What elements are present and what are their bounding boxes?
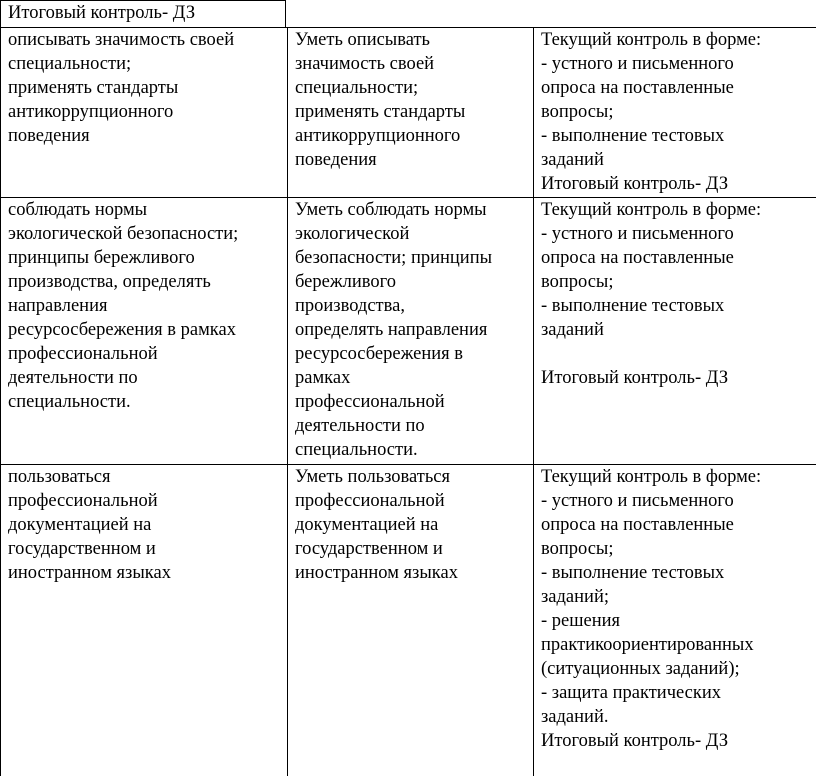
skill-cell [1,198,288,465]
skill-cell [1,28,288,198]
cell-line: пользоваться [8,465,280,489]
skill-cell [1,465,288,776]
cell-line: профессиональной [295,489,526,513]
cell-line: документацией на [295,513,526,537]
cell-line: ресурсосбережения в [295,342,526,366]
table-row [1,28,816,198]
cell-line: бережливого [295,270,526,294]
cell-line: специальности; [8,52,280,76]
cell-line: антикоррупционного [8,100,280,124]
cell-line: опроса на поставленные [541,513,809,537]
cell-line: Текущий контроль в форме: [541,198,809,222]
cell-line: опроса на поставленные [541,76,809,100]
cell-line: Текущий контроль в форме: [541,465,809,489]
cell-line: практикоориентированных [541,633,809,657]
cell-line: вопросы; [541,100,809,124]
cell-line: поведения [8,124,280,148]
top-cell-text: Итоговый контроль- ДЗ [8,3,195,23]
cell-line: - выполнение тестовых [541,294,809,318]
cell-line: - устного и письменного [541,222,809,246]
cell-line: рамках [295,366,526,390]
table-row [1,198,816,465]
cell-line: заданий [541,318,809,342]
ability-cell [288,198,534,465]
cell-line: государственном и [8,537,280,561]
cell-line: производства, определять [8,270,280,294]
cell-line: профессиональной [8,489,280,513]
control-cell [534,28,816,198]
cell-line: экологической безопасности; [8,222,280,246]
cell-line: Итоговый контроль- ДЗ [541,729,809,753]
cell-line: применять стандарты [8,76,280,100]
cell-line: значимость своей [295,52,526,76]
cell-line: профессиональной [8,342,280,366]
cell-line: Уметь описывать [295,28,526,52]
cell-line: заданий; [541,585,809,609]
cell-line: - устного и письменного [541,52,809,76]
cell-line: (ситуационных заданий); [541,657,809,681]
cell-line: антикоррупционного [295,124,526,148]
ability-cell [288,28,534,198]
cell-line: Уметь пользоваться [295,465,526,489]
cell-line: заданий [541,148,809,172]
cell-line: иностранном языках [295,561,526,585]
cell-line: направления [8,294,280,318]
cell-line: - решения [541,609,809,633]
ability-cell [288,465,534,776]
cell-line: Итоговый контроль- ДЗ [541,366,809,390]
cell-line: деятельности по [295,414,526,438]
cell-line: государственном и [295,537,526,561]
cell-line: заданий. [541,705,809,729]
cell-line: безопасности; принципы [295,246,526,270]
top-cell [0,0,286,27]
cell-line: ресурсосбережения в рамках [8,318,280,342]
blank-line [541,342,809,366]
table-row [1,465,816,776]
cell-line: экологической [295,222,526,246]
cell-line: описывать значимость своей [8,28,280,52]
cell-line: Текущий контроль в форме: [541,28,809,52]
cell-line: применять стандарты [295,100,526,124]
cell-line: производства, [295,294,526,318]
cell-line: деятельности по [8,366,280,390]
control-cell [534,465,816,776]
cell-line: - защита практических [541,681,809,705]
cell-line: документацией на [8,513,280,537]
cell-line: вопросы; [541,537,809,561]
cell-line: определять направления [295,318,526,342]
cell-line: вопросы; [541,270,809,294]
cell-line: специальности; [295,76,526,100]
cell-line: опроса на поставленные [541,246,809,270]
cell-line: иностранном языках [8,561,280,585]
cell-line: специальности. [8,390,280,414]
cell-line: Уметь соблюдать нормы [295,198,526,222]
cell-line: соблюдать нормы [8,198,280,222]
cell-line: принципы бережливого [8,246,280,270]
cell-line: Итоговый контроль- ДЗ [541,172,809,196]
control-cell [534,198,816,465]
cell-line: специальности. [295,438,526,462]
cell-line: - устного и письменного [541,489,809,513]
cell-line: профессиональной [295,390,526,414]
cell-line: поведения [295,148,526,172]
cell-line: - выполнение тестовых [541,561,809,585]
cell-line: - выполнение тестовых [541,124,809,148]
competence-table [0,27,816,776]
